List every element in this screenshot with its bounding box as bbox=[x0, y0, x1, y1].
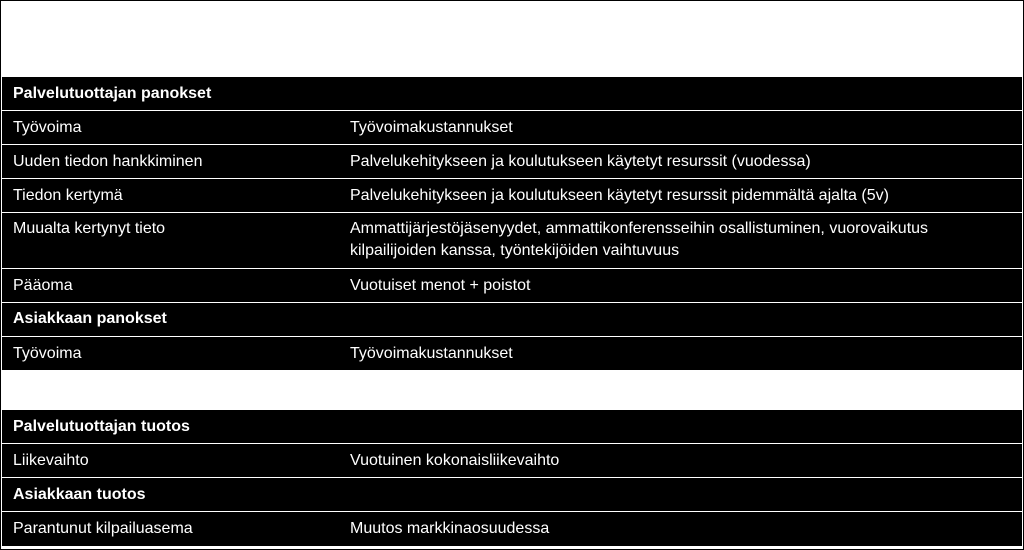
outputs-table bbox=[2, 410, 1022, 546]
row-label: Tiedon kertymä bbox=[2, 179, 339, 213]
section-header-label: Palvelutuottajan tuotos bbox=[2, 410, 1022, 444]
row-value: Muutos markkinaosuudessa bbox=[350, 519, 550, 537]
section-header-label: Palvelutuottajan panokset bbox=[2, 77, 1022, 111]
row-label: Uuden tiedon hankkiminen bbox=[2, 145, 339, 179]
row-value: Työvoimakustannukset bbox=[339, 111, 1022, 145]
table-row bbox=[2, 444, 1022, 478]
row-value: Ammattijärjestöjäsenyydet, ammattikonferensseihin osallistuminen, vuorovaikutus kilpailijoiden kanssa, työntekijöiden vaihtuvuus bbox=[339, 213, 1022, 269]
row-value: Työvoimakustannukset bbox=[350, 344, 513, 362]
table-row bbox=[2, 269, 1022, 303]
row-label: Liikevaihto bbox=[2, 444, 339, 478]
section-header-label: Asiakkaan tuotos bbox=[2, 478, 1022, 512]
table-row bbox=[2, 213, 1022, 269]
row-value: Vuotuiset menot + poistot bbox=[339, 269, 1022, 303]
table-row bbox=[2, 336, 1022, 370]
table-row bbox=[2, 111, 1022, 145]
section-header-provider-inputs bbox=[2, 77, 1022, 111]
row-label: Parantunut kilpailuasema bbox=[13, 519, 193, 537]
section-header-client-inputs bbox=[2, 302, 1022, 336]
section-header-label: Asiakkaan panokset bbox=[2, 302, 1022, 336]
row-label: Työvoima bbox=[2, 111, 339, 145]
section-header-provider-outputs bbox=[2, 410, 1022, 444]
row-value: Palvelukehitykseen ja koulutukseen käytetyt resurssit pidemmältä ajalta (5v) bbox=[339, 179, 1022, 213]
row-label: Muualta kertynyt tieto bbox=[2, 213, 339, 269]
table-row bbox=[2, 179, 1022, 213]
row-label: Pääoma bbox=[2, 269, 339, 303]
table-row bbox=[2, 145, 1022, 179]
section-header-client-outputs bbox=[2, 478, 1022, 512]
inputs-table bbox=[2, 77, 1022, 370]
table-row bbox=[2, 512, 1022, 546]
row-value: Palvelukehitykseen ja koulutukseen käytetyt resurssit (vuodessa) bbox=[339, 145, 1022, 179]
row-value: Vuotuinen kokonaisliikevaihto bbox=[339, 444, 1022, 478]
row-label: Työvoima bbox=[13, 344, 82, 362]
